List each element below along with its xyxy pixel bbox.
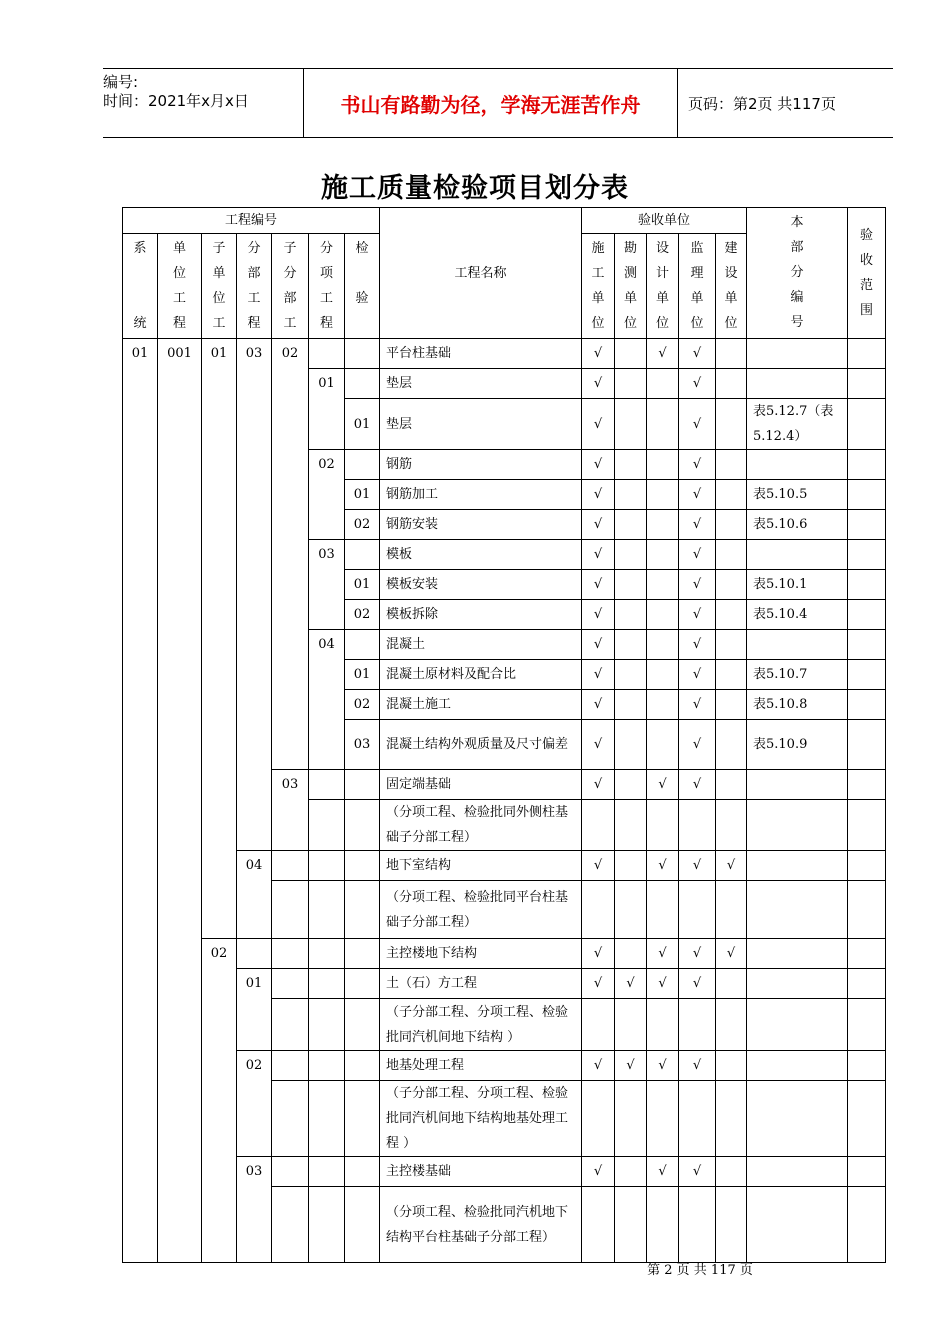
cell-name: 模板拆除 [380,600,582,630]
cell-ref: 表5.10.4 [747,600,848,630]
cell-supervision: √ [679,690,716,720]
cell-scope [848,630,886,660]
cell-ref: 表5.10.7 [747,660,848,690]
cell-division: 01 [237,969,272,1051]
header-meta [103,69,303,141]
cell-supervision: √ [679,600,716,630]
cell-construction: √ [582,540,615,570]
cell-supervision [679,999,716,1051]
table-row [123,969,886,999]
cell-survey [615,339,647,369]
cell-name: 地下室结构 [380,851,582,881]
cell-owner [716,450,747,480]
cell-survey [615,999,647,1051]
cell-name: 主控楼地下结构 [380,939,582,969]
cell-owner [716,770,747,800]
cell-survey [615,800,647,851]
cell-survey [615,1081,647,1157]
cell-item: 01 [309,369,345,450]
cell-survey [615,510,647,540]
cell-survey [615,399,647,450]
cell-construction: √ [582,660,615,690]
cell-scope [848,939,886,969]
cell-construction: √ [582,630,615,660]
cell-supervision: √ [679,851,716,881]
document-time: 时间：2021年x月x日 [103,92,249,110]
cell-survey [615,1187,647,1263]
cell-scope [848,999,886,1051]
table-row [123,1051,886,1081]
cell-system: 01 [123,339,158,1263]
cell-ref: 表5.10.8 [747,690,848,720]
cell-design [647,450,679,480]
cell-supervision: √ [679,770,716,800]
cell-ref [747,339,848,369]
unit-header: 单 位 工 程 [158,234,202,339]
cell-construction: √ [582,480,615,510]
cell-name: 混凝土施工 [380,690,582,720]
batch-header: 检 验 [345,234,380,339]
scope-header: 验 收 范 围 [848,208,886,339]
cell-batch: 01 [345,660,380,690]
cell-ref [747,999,848,1051]
cell-name: 垫层 [380,369,582,399]
cell-supervision [679,1187,716,1263]
cell-construction [582,1081,615,1157]
cell-construction: √ [582,720,615,770]
cell-scope [848,369,886,399]
cell-design: √ [647,1051,679,1081]
cell-design [647,1187,679,1263]
cell-ref [747,450,848,480]
subdivision-header: 子 分 部 工 [272,234,309,339]
cell-survey [615,630,647,660]
cell-name: 混凝土原材料及配合比 [380,660,582,690]
cell-owner [716,339,747,369]
cell-ref [747,540,848,570]
cell-subunit: 01 [202,339,237,939]
cell-survey [615,660,647,690]
cell-construction: √ [582,369,615,399]
cell-scope [848,1081,886,1157]
cell-batch: 01 [345,480,380,510]
cell-survey [615,851,647,881]
cell-owner [716,570,747,600]
cell-ref [747,1051,848,1081]
cell-batch [345,540,380,570]
cell-owner [716,800,747,851]
cell-subunit: 02 [202,939,237,1263]
design-header: 设 计 单 位 [647,234,679,339]
cell-survey [615,540,647,570]
cell-name: 钢筋 [380,450,582,480]
group-code-header: 工程编号 [123,208,380,234]
cell-scope [848,570,886,600]
cell-survey [615,369,647,399]
cell-ref: 表5.12.7（表5.12.4） [747,399,848,450]
cell-survey [615,720,647,770]
cell-survey: √ [615,969,647,999]
cell-design [647,999,679,1051]
cell-owner [716,999,747,1051]
cell-construction: √ [582,450,615,480]
cell-supervision: √ [679,660,716,690]
cell-name: （子分部工程、分项工程、检验批同汽机间地下结构地基处理工程 ） [380,1081,582,1157]
header-motto: 书山有路勤为径，学海无涯苦作舟 [340,92,641,117]
cell-division: 04 [237,851,272,939]
cell-name: 钢筋安装 [380,510,582,540]
cell-item [309,1051,345,1081]
cell-scope [848,480,886,510]
cell-owner [716,630,747,660]
cell-item [309,339,345,369]
cell-batch [345,999,380,1051]
cell-supervision [679,1081,716,1157]
cell-item [309,881,345,939]
cell-item [309,770,345,800]
cell-subdivision [272,999,309,1051]
cell-name: 平台柱基础 [380,339,582,369]
cell-construction [582,999,615,1051]
cell-design [647,480,679,510]
cell-ref: 表5.10.5 [747,480,848,510]
cell-supervision: √ [679,630,716,660]
cell-ref: 表5.10.1 [747,570,848,600]
cell-owner [716,600,747,630]
cell-name: 混凝土结构外观质量及尺寸偏差 [380,720,582,770]
cell-design [647,369,679,399]
cell-construction: √ [582,770,615,800]
cell-batch [345,1051,380,1081]
cell-supervision: √ [679,570,716,600]
cell-item [309,1081,345,1157]
cell-construction [582,800,615,851]
cell-batch [345,851,380,881]
cell-owner [716,510,747,540]
cell-item [309,999,345,1051]
cell-scope [848,450,886,480]
cell-design: √ [647,851,679,881]
cell-owner [716,969,747,999]
cell-subdivision [272,1187,309,1263]
cell-name: （分项工程、检验批同平台柱基础子分部工程） [380,881,582,939]
cell-survey [615,1157,647,1187]
cell-unit: 001 [158,339,202,1263]
cell-scope [848,720,886,770]
cell-ref [747,1157,848,1187]
supervision-header: 监 理 单 位 [679,234,716,339]
cell-construction [582,881,615,939]
cell-batch: 02 [345,690,380,720]
table-header-row [123,208,886,234]
cell-construction: √ [582,510,615,540]
cell-supervision: √ [679,540,716,570]
inspection-division-table [122,207,886,1263]
cell-design [647,881,679,939]
cell-owner [716,1051,747,1081]
cell-scope [848,1051,886,1081]
cell-supervision: √ [679,939,716,969]
cell-design: √ [647,939,679,969]
cell-scope [848,339,886,369]
cell-owner [716,369,747,399]
cell-batch: 03 [345,720,380,770]
cell-item [309,969,345,999]
cell-survey [615,600,647,630]
cell-batch [345,1157,380,1187]
system-header: 系 统 [123,234,158,339]
cell-survey [615,690,647,720]
cell-name: 混凝土 [380,630,582,660]
cell-subdivision [272,969,309,999]
cell-division: 03 [237,339,272,851]
cell-batch [345,969,380,999]
cell-subdivision [272,1081,309,1157]
cell-subdivision [272,1157,309,1187]
cell-design: √ [647,969,679,999]
cell-ref [747,851,848,881]
cell-owner [716,540,747,570]
cell-construction: √ [582,600,615,630]
cell-ref [747,939,848,969]
cell-name: 地基处理工程 [380,1051,582,1081]
cell-item: 04 [309,630,345,770]
cell-name: 模板 [380,540,582,570]
cell-subdivision [272,881,309,939]
cell-subdivision: 03 [272,770,309,851]
cell-ref [747,800,848,851]
cell-design [647,600,679,630]
item-header: 分 项 工 程 [309,234,345,339]
cell-supervision: √ [679,480,716,510]
cell-scope [848,510,886,540]
cell-design [647,660,679,690]
page-footer: 第 2 页 共 117 页 [647,1263,753,1278]
cell-ref: 表5.10.6 [747,510,848,540]
cell-ref: 表5.10.9 [747,720,848,770]
cell-batch [345,339,380,369]
cell-batch [345,800,380,851]
cell-scope [848,660,886,690]
document-number-label: 编号: [103,73,139,91]
cell-construction: √ [582,939,615,969]
cell-construction: √ [582,690,615,720]
cell-name: 垫层 [380,399,582,450]
cell-batch [345,1187,380,1263]
cell-design [647,1081,679,1157]
cell-batch: 02 [345,600,380,630]
cell-scope [848,690,886,720]
cell-scope [848,540,886,570]
cell-design [647,570,679,600]
cell-owner [716,881,747,939]
cell-supervision [679,881,716,939]
cell-survey [615,881,647,939]
cell-name: 主控楼基础 [380,1157,582,1187]
cell-scope [848,851,886,881]
cell-item [309,1187,345,1263]
cell-supervision: √ [679,369,716,399]
cell-name: （分项工程、检验批同外侧柱基础子分部工程） [380,800,582,851]
cell-batch [345,1081,380,1157]
cell-item [309,939,345,969]
cell-ref [747,1081,848,1157]
cell-owner [716,690,747,720]
cell-design [647,690,679,720]
cell-scope [848,1157,886,1187]
cell-ref [747,770,848,800]
cell-supervision: √ [679,510,716,540]
survey-header: 勘 测 单 位 [615,234,647,339]
cell-survey: √ [615,1051,647,1081]
header-divider [677,69,678,137]
table-row [123,939,886,969]
cell-item [309,851,345,881]
cell-item [309,800,345,851]
cell-owner [716,399,747,450]
cell-design [647,540,679,570]
cell-design [647,510,679,540]
cell-owner [716,720,747,770]
cell-subdivision [272,851,309,881]
cell-batch [345,881,380,939]
name-header: 工程名称 [380,208,582,339]
division-header: 分 部 工 程 [237,234,272,339]
cell-supervision: √ [679,720,716,770]
cell-design [647,630,679,660]
cell-batch: 01 [345,399,380,450]
cell-scope [848,770,886,800]
cell-scope [848,800,886,851]
cell-subdivision: 02 [272,339,309,770]
cell-construction [582,1187,615,1263]
cell-supervision: √ [679,339,716,369]
cell-subdivision [272,939,309,969]
table-row [123,1157,886,1187]
cell-supervision [679,800,716,851]
cell-batch [345,939,380,969]
cell-supervision: √ [679,1157,716,1187]
page-header [103,68,893,138]
cell-supervision: √ [679,399,716,450]
cell-item [309,1157,345,1187]
cell-ref [747,630,848,660]
cell-owner [716,1081,747,1157]
cell-scope [848,969,886,999]
cell-batch [345,450,380,480]
cell-name: 模板安装 [380,570,582,600]
cell-ref [747,969,848,999]
header-page-info: 页码：第2页 共117页 [688,94,836,113]
cell-owner [716,660,747,690]
cell-design [647,720,679,770]
page-title: 施工质量检验项目划分表 [321,173,629,204]
group-acceptance-header: 验收单位 [582,208,747,234]
cell-scope [848,881,886,939]
cell-batch [345,770,380,800]
ref-header: 本 部 分 编 号 [747,208,848,339]
cell-name: （分项工程、检验批同汽机地下结构平台柱基础子分部工程） [380,1187,582,1263]
cell-division: 03 [237,1157,272,1263]
cell-name: 钢筋加工 [380,480,582,510]
cell-ref [747,1187,848,1263]
cell-division: 02 [237,1051,272,1157]
cell-design: √ [647,1157,679,1187]
cell-survey [615,570,647,600]
cell-owner: √ [716,939,747,969]
cell-batch [345,369,380,399]
cell-construction: √ [582,570,615,600]
cell-name: 固定端基础 [380,770,582,800]
cell-ref [747,369,848,399]
construction-header: 施 工 单 位 [582,234,615,339]
cell-design [647,800,679,851]
cell-division [237,939,272,969]
cell-design: √ [647,339,679,369]
cell-item: 03 [309,540,345,630]
cell-owner [716,480,747,510]
cell-scope [848,1187,886,1263]
table-row [123,339,886,369]
cell-construction: √ [582,1051,615,1081]
cell-batch: 01 [345,570,380,600]
cell-construction: √ [582,399,615,450]
cell-owner: √ [716,851,747,881]
cell-owner [716,1157,747,1187]
cell-scope [848,600,886,630]
cell-batch: 02 [345,510,380,540]
cell-item: 02 [309,450,345,540]
cell-supervision: √ [679,969,716,999]
cell-survey [615,480,647,510]
cell-construction: √ [582,339,615,369]
cell-batch [345,630,380,660]
subunit-header: 子 单 位 工 [202,234,237,339]
cell-survey [615,450,647,480]
cell-supervision: √ [679,450,716,480]
owner-header: 建 设 单 位 [716,234,747,339]
cell-survey [615,939,647,969]
cell-survey [615,770,647,800]
cell-owner [716,1187,747,1263]
cell-name: （子分部工程、分项工程、检验批同汽机间地下结构 ） [380,999,582,1051]
cell-scope [848,399,886,450]
cell-subdivision [272,1051,309,1081]
cell-ref [747,881,848,939]
cell-design [647,399,679,450]
cell-design: √ [647,770,679,800]
table-row [123,851,886,881]
cell-name: 土（石）方工程 [380,969,582,999]
cell-construction: √ [582,1157,615,1187]
cell-supervision: √ [679,1051,716,1081]
cell-construction: √ [582,851,615,881]
cell-construction: √ [582,969,615,999]
